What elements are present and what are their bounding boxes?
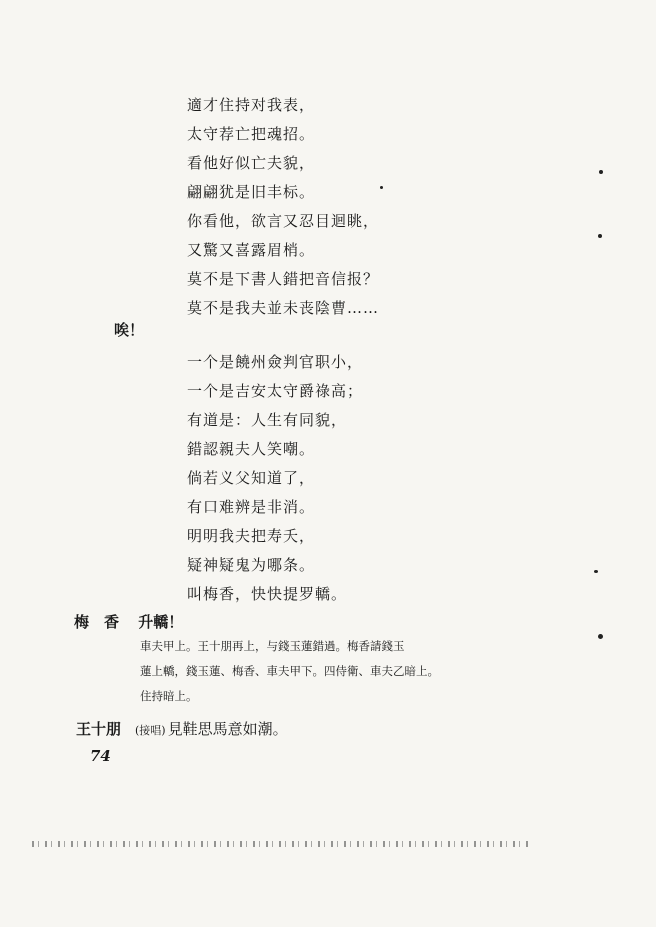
ink-speck [380,186,383,189]
verse-line: 有道是：人生有同貌， [187,411,348,429]
verse-line: 叫梅香，快快提罗轎。 [187,585,348,603]
ink-speck [598,634,603,639]
verse-line: 明明我夫把寿夭， [187,527,316,545]
interjection: 唉！ [114,321,145,339]
speaker-line [76,719,288,741]
speaker-name: 王十朋 [76,720,122,738]
verse-line: 一个是吉安太守爵祿高； [187,382,364,400]
speaker-name: 梅 香 [74,613,120,631]
verse-line: 又驚又喜露眉梢。 [187,241,316,259]
scan-noise [32,841,532,847]
page-number: 74 [90,747,111,765]
verse-line: 太守荐亡把魂招。 [187,125,316,143]
speaker-line [74,612,183,632]
ink-speck [599,170,603,174]
ink-speck [598,234,602,238]
verse-line: 你看他，欲言又忍目迴眺， [187,212,380,230]
verse-line: 疑神疑鬼为哪条。 [187,556,316,574]
sung-note: (接唱) [135,724,166,737]
verse-line: 莫不是我夫並未丧陰曹…… [187,299,380,317]
verse-line: 一个是饒州僉判官职小， [187,353,364,371]
verse-line: 翩翩犹是旧丰标。 [187,183,316,201]
verse-line: 有口难辨是非消。 [187,498,316,516]
verse-line: 倘若义父知道了， [187,469,316,487]
verse-line: 看他好似亡夫貌， [187,154,316,172]
verse-line: 適才住持对我表， [187,96,316,114]
stage-direction-line: 車夫甲上。王十朋再上，与錢玉蓮錯過。梅香請錢玉 [140,639,405,653]
verse-line: 莫不是下書人錯把音信报？ [187,270,380,288]
stage-direction-line: 住持暗上。 [140,689,198,703]
speaker-dialogue: 見鞋思馬意如潮。 [167,720,288,738]
stage-direction-line: 蓮上轎，錢玉蓮、梅香、車夫甲下。四侍衛、車夫乙暗上。 [140,664,439,678]
verse-line: 錯認親夫人笑嘲。 [187,440,316,458]
speaker-dialogue: 升轎！ [138,613,184,631]
ink-speck [594,570,598,573]
